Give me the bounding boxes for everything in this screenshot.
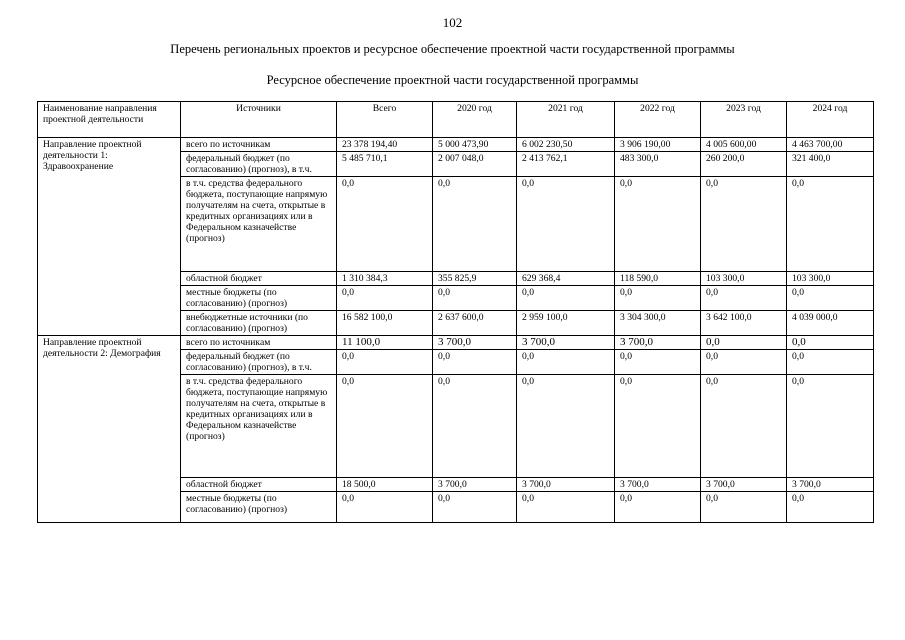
value-cell: 18 500,0 — [337, 478, 433, 492]
source-cell: всего по источникам — [181, 336, 337, 350]
table-header-row — [38, 102, 874, 138]
value-cell: 3 700,0 — [615, 336, 701, 350]
source-cell: в т.ч. средства федерального бюджета, поступающие напрямую получателям на счета, открытые в кредитных организациях или в Федеральном казначействе (прогноз) — [181, 177, 337, 272]
value-cell: 0,0 — [517, 350, 615, 375]
value-cell: 0,0 — [701, 350, 787, 375]
page-number: 102 — [442, 15, 463, 30]
source-cell: областной бюджет — [181, 478, 337, 492]
value-cell: 0,0 — [615, 286, 701, 311]
value-cell: 3 700,0 — [433, 336, 517, 350]
value-cell: 4 005 600,00 — [701, 138, 787, 152]
value-cell: 0,0 — [433, 286, 517, 311]
source-cell: всего по источникам — [181, 138, 337, 152]
source-cell: областной бюджет — [181, 272, 337, 286]
value-cell: 0,0 — [787, 350, 874, 375]
value-cell: 0,0 — [337, 286, 433, 311]
value-cell: 11 100,0 — [337, 336, 433, 350]
value-cell: 0,0 — [517, 177, 615, 272]
source-cell: федеральный бюджет (по согласованию) (прогноз), в т.ч. — [181, 152, 337, 177]
value-cell: 5 485 710,1 — [337, 152, 433, 177]
resource-table — [37, 101, 874, 523]
value-cell: 0,0 — [787, 336, 874, 350]
value-cell: 118 590,0 — [615, 272, 701, 286]
value-cell: 16 582 100,0 — [337, 311, 433, 336]
value-cell: 3 700,0 — [701, 478, 787, 492]
source-cell: в т.ч. средства федерального бюджета, поступающие напрямую получателям на счета, открытые в кредитных организациях или в Федеральном казначействе (прогноз) — [181, 375, 337, 478]
value-cell: 6 002 230,50 — [517, 138, 615, 152]
value-cell: 3 700,0 — [517, 478, 615, 492]
value-cell: 0,0 — [701, 336, 787, 350]
value-cell: 0,0 — [433, 177, 517, 272]
value-cell: 0,0 — [615, 492, 701, 523]
value-cell: 0,0 — [433, 375, 517, 478]
value-cell: 0,0 — [433, 492, 517, 523]
value-cell: 0,0 — [337, 375, 433, 478]
header-2022: 2022 год — [615, 102, 701, 138]
header-sources: Источники — [181, 102, 337, 138]
value-cell: 0,0 — [517, 492, 615, 523]
value-cell: 0,0 — [787, 286, 874, 311]
value-cell: 2 637 600,0 — [433, 311, 517, 336]
value-cell: 3 642 100,0 — [701, 311, 787, 336]
value-cell: 0,0 — [701, 492, 787, 523]
value-cell: 3 700,0 — [615, 478, 701, 492]
value-cell: 0,0 — [517, 286, 615, 311]
value-cell: 4 039 000,0 — [787, 311, 874, 336]
value-cell: 0,0 — [701, 375, 787, 478]
value-cell: 23 378 194,40 — [337, 138, 433, 152]
table-row — [38, 138, 874, 152]
value-cell: 3 906 190,00 — [615, 138, 701, 152]
value-cell: 0,0 — [433, 350, 517, 375]
value-cell: 2 413 762,1 — [517, 152, 615, 177]
value-cell: 0,0 — [337, 350, 433, 375]
direction-name: Направление проектной деятельности 2: Демография — [38, 336, 181, 523]
value-cell: 260 200,0 — [701, 152, 787, 177]
table-row — [38, 336, 874, 350]
value-cell: 0,0 — [337, 177, 433, 272]
source-cell: федеральный бюджет (по согласованию) (прогноз), в т.ч. — [181, 350, 337, 375]
value-cell: 103 300,0 — [787, 272, 874, 286]
direction-name: Направление проектной деятельности 1: Здравоохранение — [38, 138, 181, 336]
header-direction: Наименование направления проектной деятельности — [38, 102, 181, 138]
value-cell: 483 300,0 — [615, 152, 701, 177]
header-2020: 2020 год — [433, 102, 517, 138]
value-cell: 5 000 473,90 — [433, 138, 517, 152]
header-2023: 2023 год — [701, 102, 787, 138]
value-cell: 629 368,4 — [517, 272, 615, 286]
value-cell: 0,0 — [615, 350, 701, 375]
value-cell: 3 700,0 — [517, 336, 615, 350]
source-cell: местные бюджеты (по согласованию) (прогноз) — [181, 286, 337, 311]
value-cell: 0,0 — [787, 375, 874, 478]
value-cell: 321 400,0 — [787, 152, 874, 177]
header-total: Всего — [337, 102, 433, 138]
header-2021: 2021 год — [517, 102, 615, 138]
value-cell: 0,0 — [517, 375, 615, 478]
value-cell: 1 310 384,3 — [337, 272, 433, 286]
value-cell: 0,0 — [787, 492, 874, 523]
value-cell: 3 304 300,0 — [615, 311, 701, 336]
header-2024: 2024 год — [787, 102, 874, 138]
value-cell: 0,0 — [701, 286, 787, 311]
value-cell: 3 700,0 — [433, 478, 517, 492]
value-cell: 3 700,0 — [787, 478, 874, 492]
value-cell: 103 300,0 — [701, 272, 787, 286]
source-cell: местные бюджеты (по согласованию) (прогноз) — [181, 492, 337, 523]
value-cell: 0,0 — [701, 177, 787, 272]
value-cell: 355 825,9 — [433, 272, 517, 286]
value-cell: 0,0 — [787, 177, 874, 272]
document-title: Перечень региональных проектов и ресурсное обеспечение проектной части государственной программы — [170, 42, 735, 56]
value-cell: 0,0 — [615, 375, 701, 478]
source-cell: внебюджетные источники (по согласованию) (прогноз) — [181, 311, 337, 336]
value-cell: 0,0 — [337, 492, 433, 523]
value-cell: 2 959 100,0 — [517, 311, 615, 336]
value-cell: 4 463 700,00 — [787, 138, 874, 152]
document-subtitle: Ресурсное обеспечение проектной части государственной программы — [266, 73, 639, 87]
value-cell: 2 007 048,0 — [433, 152, 517, 177]
value-cell: 0,0 — [615, 177, 701, 272]
